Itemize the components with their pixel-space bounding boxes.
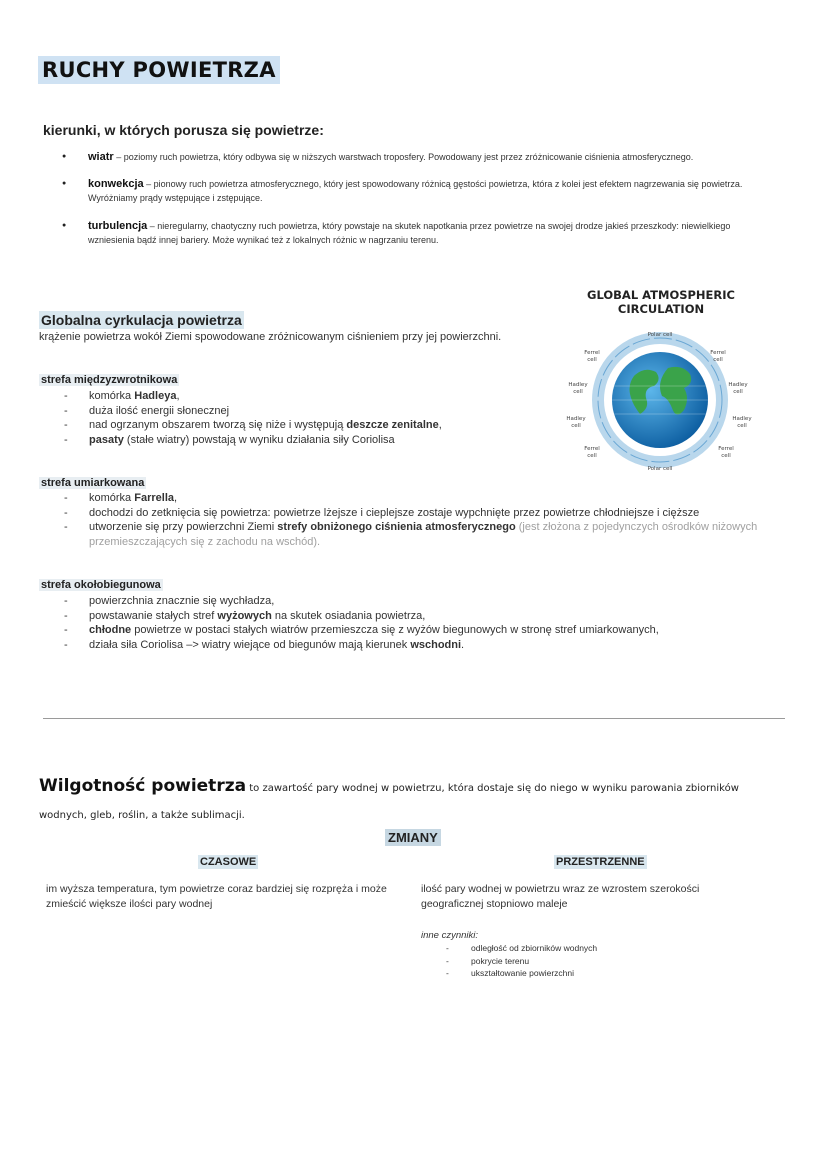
temporal-text: im wyższa temperatura, tym powietrze coraz bardziej się rozpręża i może zmieścić większe ilości pary wodnej: [46, 883, 387, 910]
label-ferrel-br: Ferrel: [718, 446, 734, 452]
label-polar-bottom: Polar cell: [647, 466, 673, 472]
spatial-heading: PRZESTRZENNE: [556, 856, 645, 868]
list-item: - duża ilość energii słonecznej: [64, 404, 544, 419]
list-item: - dochodzi do zetknięcia się powietrza: powietrze lżejsze i cieplejsze zostaje wypchnięte przez powietrze chłodniejsze i cięższe: [64, 506, 774, 521]
globe-figure: [556, 316, 766, 472]
section-divider: [43, 718, 785, 719]
label-cell: cell: [571, 423, 581, 429]
label-polar-top: Polar cell: [647, 332, 673, 338]
list-item: - utworzenie się przy powierzchni Ziemi strefy obniżonego ciśnienia atmosferycznego (jest złożona z pojedynczych ośrodków niżowych przemieszczających się z zachodu na wschód).: [64, 520, 774, 549]
label-ferrel-tr: Ferrel: [710, 350, 726, 356]
diagram-title: GLOBAL ATMOSPHERIC CIRCULATION: [587, 288, 735, 316]
list-item: - komórka Farrella,: [64, 491, 774, 506]
intro-heading: kierunki, w których porusza się powietrze:: [43, 122, 324, 138]
zone-temperate-title: strefa umiarkowana: [41, 477, 145, 489]
list-item: - powstawanie stałych stref wyżowych na skutek osiadania powietrza,: [64, 609, 774, 624]
spatial-text: ilość pary wodnej w powietrzu wraz ze wzrostem szerokości geograficznej stopniowo maleje: [421, 883, 700, 910]
list-item: - nad ogrzanym obszarem tworzą się niże i występują deszcze zenitalne,: [64, 418, 544, 433]
label-hadley-l1: Hadley: [568, 382, 588, 388]
other-factors-list: [446, 942, 746, 980]
humidity-paragraph: Wilgotność powietrza to zawartość pary wodnej w powietrzu, która dostaje się do niego w wyniku parowania zbiorników wodnych, gleb, roślin, a także sublimacji.: [39, 776, 739, 821]
global-circulation-desc: krążenie powietrza wokół Ziemi spowodowane zróżnicowanym ciśnieniem przy jej powierzchni.: [39, 331, 502, 343]
changes-heading: ZMIANY: [385, 829, 441, 846]
list-item: ● konwekcja – pionowy ruch powietrza atmosferycznego, który jest spowodowany różnicą gęstości powietrza, która z kolei jest efektem nagrzewania się powietrza. Wyróżniamy prądy wstępujące i zstępujące.: [62, 177, 762, 205]
list-item: - ukształtowanie powierzchni: [446, 967, 746, 980]
label-ferrel-tl: Ferrel: [584, 350, 600, 356]
list-item: ● wiatr – poziomy ruch powietrza, który odbywa się w niższych warstwach troposfery. Powodowany jest przez zróżnicowanie ciśnienia atmosferycznego.: [62, 150, 762, 164]
label-hadley-l2: Hadley: [566, 416, 586, 422]
list-item: - komórka Hadleya,: [64, 389, 544, 404]
label-cell: cell: [713, 357, 723, 363]
movement-list-2: [62, 177, 762, 205]
circulation-diagram: [556, 288, 766, 472]
label-cell: cell: [737, 423, 747, 429]
label-cell: cell: [733, 389, 743, 395]
label-hadley-r1: Hadley: [728, 382, 748, 388]
label-ferrel-bl: Ferrel: [584, 446, 600, 452]
zone-polar-title: strefa okołobiegunowa: [41, 579, 161, 591]
list-item: - działa siła Coriolisa –> wiatry wiejące od biegunów mają kierunek wschodni.: [64, 638, 774, 653]
other-factors-label: inne czynniki:: [421, 930, 479, 941]
list-item: - powierzchnia znacznie się wychładza,: [64, 594, 774, 609]
list-item: - pokrycie terenu: [446, 955, 746, 968]
zone-tropical-title: strefa międzyzwrotnikowa: [41, 374, 178, 386]
temporal-heading: CZASOWE: [200, 856, 257, 868]
list-item: - odległość od zbiorników wodnych: [446, 942, 746, 955]
label-cell: cell: [721, 453, 731, 459]
movement-list-3: [62, 219, 762, 247]
list-item: - pasaty (stałe wiatry) powstają w wyniku działania siły Coriolisa: [64, 433, 544, 448]
label-cell: cell: [587, 453, 597, 459]
label-hadley-r2: Hadley: [732, 416, 752, 422]
list-item: - chłodne powietrze w postaci stałych wiatrów przemieszcza się z wyżów biegunowych w stronę stref umiarkowanych,: [64, 623, 774, 638]
zone-polar-list: [64, 594, 774, 652]
humidity-title: Wilgotność powietrza: [39, 776, 247, 796]
list-item: ● turbulencja – nieregularny, chaotyczny ruch powietrza, który powstaje na skutek napotkania przez powietrze na swojej drodze jakieś przeszkody: niewielkiego wzniesienia bądź innej bariery. Może wynikać też z lokalnych różnic w nagrzaniu terenu.: [62, 219, 762, 247]
movement-list: [62, 150, 762, 164]
label-cell: cell: [587, 357, 597, 363]
global-circulation-title: Globalna cyrkulacja powietrza: [41, 312, 242, 328]
zone-tropical-list: [64, 389, 544, 447]
zone-temperate-list: [64, 491, 774, 549]
label-cell: cell: [573, 389, 583, 395]
page-title: RUCHY POWIETRZA: [38, 56, 280, 84]
